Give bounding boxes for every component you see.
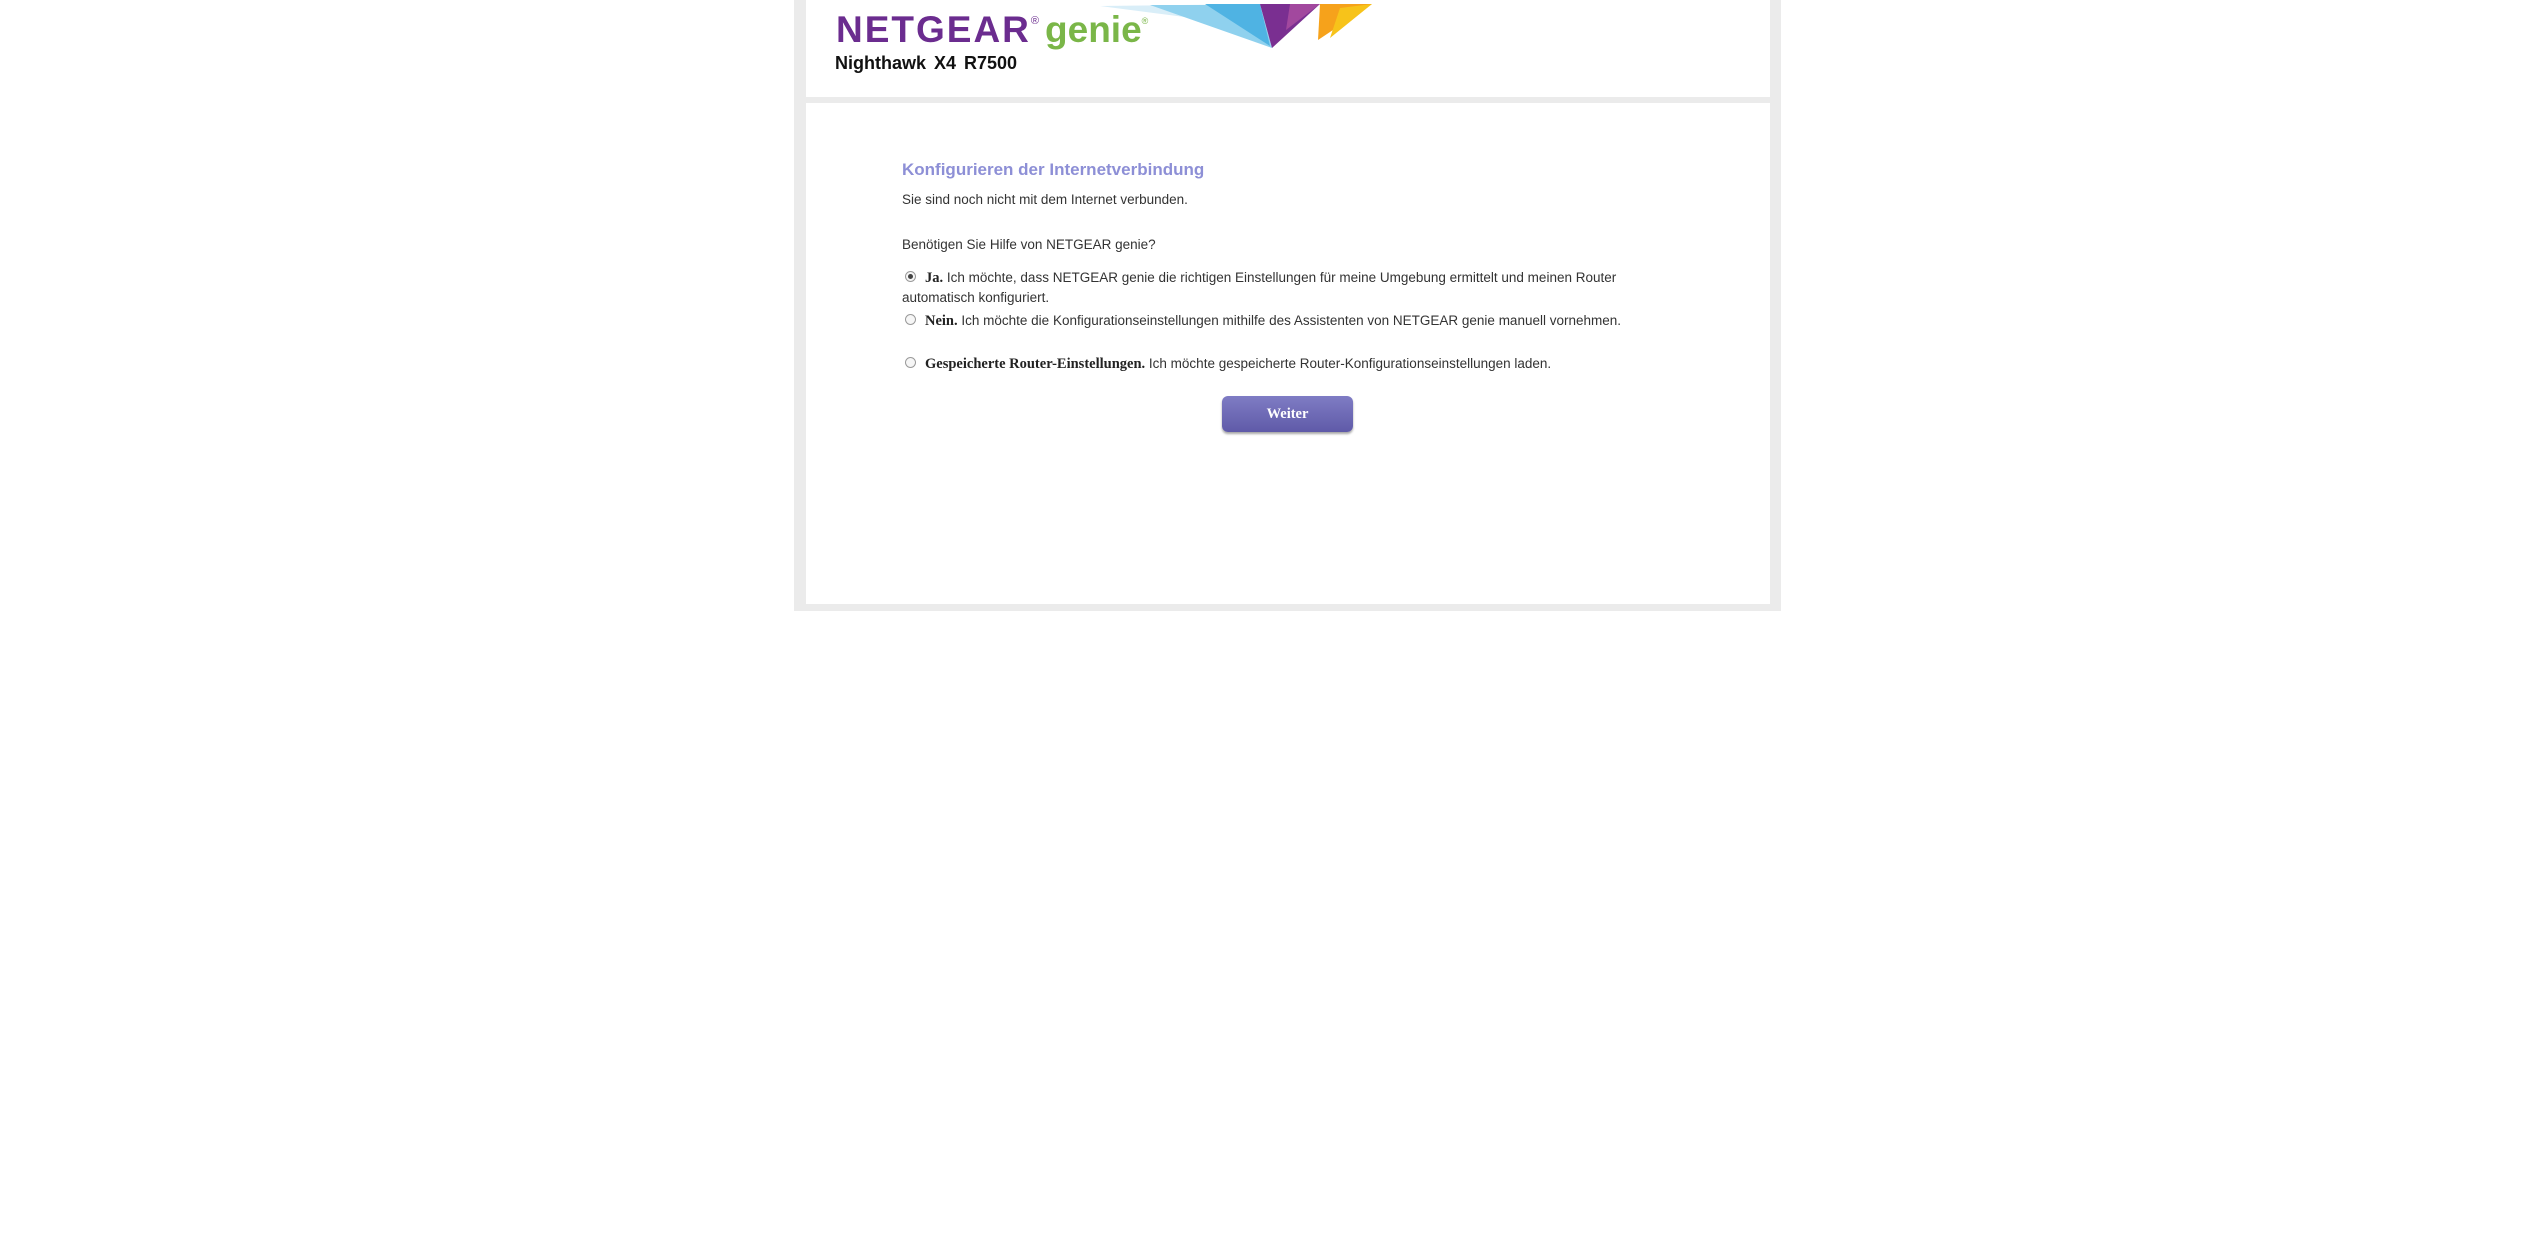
logo-graphic-icon [1100, 0, 1372, 52]
option-yes-text: Ich möchte, dass NETGEAR genie die richtigen Einstellungen für meine Umgebung ermittelt und meinen Router automatisch konfiguriert. [902, 270, 1617, 305]
option-no[interactable] [902, 311, 1642, 331]
help-question: Benötigen Sie Hilfe von NETGEAR genie? [902, 237, 1156, 252]
logo-brand-text: NETGEAR [836, 9, 1031, 50]
option-saved-settings-bold: Gespeicherte Router-Einstellungen. [925, 356, 1146, 372]
router-model: Nighthawk X4 R7500 [835, 53, 1018, 73]
option-yes-bold: Ja. [925, 270, 944, 286]
page-title: Konfigurieren der Internetverbindung [902, 160, 1205, 179]
option-no-bold: Nein. [925, 313, 958, 329]
radio-saved-settings[interactable] [905, 357, 916, 368]
next-button[interactable]: Weiter [1222, 396, 1353, 432]
option-saved-settings[interactable] [902, 354, 1642, 374]
radio-yes[interactable] [905, 271, 916, 282]
radio-no[interactable] [905, 314, 916, 325]
connection-status-text: Sie sind noch nicht mit dem Internet verbunden. [902, 192, 1188, 207]
option-saved-settings-text: Ich möchte gespeicherte Router-Konfigurationseinstellungen laden. [1148, 356, 1552, 371]
logo-product-text: genie [1045, 9, 1142, 50]
option-yes[interactable] [902, 268, 1642, 308]
netgear-genie-logo: NETGEAR ® genie ® [836, 9, 1149, 50]
option-no-text: Ich möchte die Konfigurationseinstellungen mithilfe des Assistenten von NETGEAR genie manuell vornehmen. [961, 313, 1622, 328]
